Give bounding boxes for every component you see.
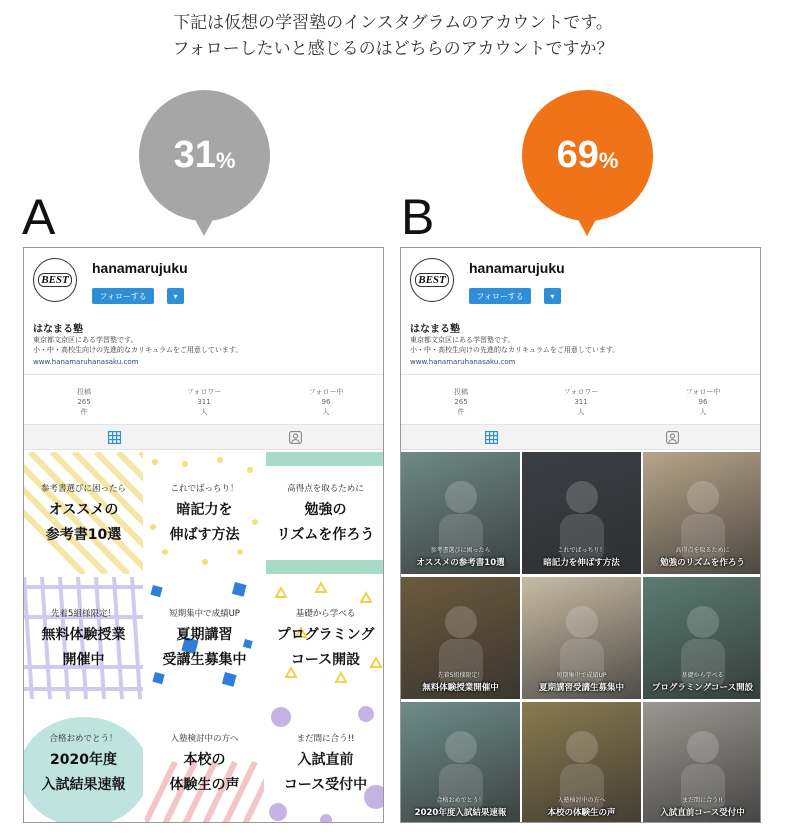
bio-line-2: 小・中・高校生向けの先進的なカリキュラムをご用意しています。 [410,346,620,354]
stat-label: フォロワー [563,388,599,396]
post-subtitle: まだ間に合う!! [682,797,723,804]
username: hanamarujuku [92,260,188,276]
post-title-line-2: 入試結果速報 [41,777,126,793]
grid-icon[interactable] [485,431,498,444]
stat-following[interactable] [286,387,366,417]
post-title-line-1: オススメの [48,502,119,518]
stat-value: 96 [321,398,331,406]
post-title-line-2: 伸ばす方法 [169,527,240,543]
stat-following[interactable] [663,387,743,417]
stat-posts[interactable] [421,387,501,417]
post-title [145,498,264,548]
post-caption: オススメの参考書10選 [416,558,505,568]
post-photo-tile[interactable] [522,452,641,574]
post-photo-tile[interactable] [401,702,520,823]
post-tile[interactable] [145,577,264,699]
post-subtitle: 合格おめでとう！ [49,734,118,744]
post-tile[interactable] [24,452,143,574]
instagram-profile-b [400,247,761,823]
post-subtitle: これでばっちり！ [170,484,239,494]
profile-logo [410,258,454,302]
stat-unit: 人 [322,408,330,416]
profile-link[interactable]: www.hanamaruhanasaku.com [410,358,516,366]
logo-text: BEST [38,273,72,287]
post-subtitle: まだ間に合う!! [296,734,355,744]
bio-line-1: 東京都文京区にある学習塾です。 [410,336,515,344]
stat-unit: 人 [200,408,208,416]
percent-sign-b: % [598,147,619,173]
post-subtitle: これでばっちり！ [557,547,606,554]
post-subtitle: 参考書選びに困ったら [40,484,126,494]
stat-unit: 件 [80,408,88,416]
post-caption: 暗記力を伸ばす方法 [543,558,620,568]
post-caption: 本校の体験生の声 [547,808,616,818]
bio-line-2: 小・中・高校生向けの先進的なカリキュラムをご用意しています。 [33,346,243,354]
profile-link[interactable]: www.hanamaruhanasaku.com [33,358,139,366]
stat-value: 311 [197,398,211,406]
post-title [145,748,264,798]
percent-value-b: 69 [556,134,599,176]
post-tile[interactable] [24,577,143,699]
post-subtitle: 合格おめでとう！ [436,797,485,804]
post-photo-tile[interactable] [522,702,641,823]
post-subtitle: 入塾検討中の方へ [557,797,606,804]
photo-placeholder [643,702,761,823]
follow-button[interactable]: フォローする [92,288,154,304]
post-title [145,623,264,673]
chevron-down-icon[interactable]: ▾ [167,288,184,304]
bubble-tail-a [192,214,216,236]
post-tile[interactable] [24,702,143,823]
post-caption: 2020年度入試結果速報 [414,808,507,818]
survey-question [0,10,786,62]
tagged-icon[interactable] [289,431,302,444]
post-subtitle: 高得点を取るために [675,547,730,554]
post-subtitle: 先着5組様限定！ [51,609,116,619]
post-title-line-1: プログラミング [276,627,375,643]
post-tile[interactable] [266,702,384,823]
profile-logo [33,258,77,302]
logo-text: BEST [415,273,449,287]
stat-label: フォロー中 [685,388,721,396]
post-title-line-1: 本校の [183,752,226,768]
post-tile[interactable] [145,452,264,574]
post-title-line-1: 無料体験授業 [41,627,126,643]
post-subtitle: 高得点を取るために [287,484,364,494]
display-name: はなまる塾 [410,324,460,335]
post-subtitle: 基礎から学べる [681,672,724,679]
post-title [266,748,384,798]
post-title [24,623,143,673]
divider [401,374,760,375]
stat-label: 投稿 [454,388,468,396]
divider [24,374,383,375]
stat-followers[interactable] [164,387,244,417]
tagged-icon[interactable] [666,431,679,444]
post-subtitle: 短期集中で成績UP [169,609,240,619]
post-subtitle: 短期集中で成績UP [556,672,607,679]
chevron-down-icon[interactable]: ▾ [544,288,561,304]
stat-value: 265 [454,398,468,406]
bubble-tail-b [575,214,599,236]
post-title [24,498,143,548]
post-subtitle: 基礎から学べる [295,609,356,619]
post-title [266,498,384,548]
post-title-line-1: 暗記力を [176,502,233,518]
post-photo-tile[interactable] [522,577,641,699]
stat-label: フォロー中 [308,388,344,396]
instagram-profile-a [23,247,384,823]
post-title-line-1: 2020年度 [50,752,117,768]
post-title-line-1: 入試直前 [297,752,354,768]
post-title-line-2: 体験生の声 [169,777,240,793]
post-title-line-2: リズムを作ろう [276,527,375,543]
percent-value-a: 31 [173,134,216,176]
post-title-line-2: 受講生募集中 [162,652,247,668]
result-bubble-b [522,90,653,221]
post-title [24,748,143,798]
post-title-line-2: 参考書10選 [45,527,122,543]
stat-unit: 人 [699,408,707,416]
post-title [266,623,384,673]
stat-value: 96 [698,398,708,406]
stat-value: 311 [574,398,588,406]
question-line-1: 下記は仮想の学習塾のインスタグラムのアカウントです。 [173,13,613,33]
post-grid-a [24,452,384,823]
post-title-line-2: コース受付中 [283,777,368,793]
post-caption: 入試直前コース受付中 [660,808,745,818]
photo-placeholder [401,702,520,823]
post-caption: プログラミングコース開設 [651,683,754,693]
post-tile[interactable] [266,577,384,699]
percent-sign-a: % [215,147,236,173]
question-line-2: フォローしたいと感じるのはどちらのアカウントですか？ [172,39,614,59]
follow-button[interactable]: フォローする [469,288,531,304]
stat-posts[interactable] [44,387,124,417]
profile-tabs [24,424,383,450]
stat-label: 投稿 [77,388,91,396]
username: hanamarujuku [469,260,565,276]
option-letter-b: B [401,189,435,245]
stat-label: フォロワー [186,388,222,396]
bio-line-1: 東京都文京区にある学習塾です。 [33,336,138,344]
display-name: はなまる塾 [33,324,83,335]
post-title-line-2: 開催中 [62,652,105,668]
post-photo-tile[interactable] [401,452,520,574]
option-letter-a: A [22,189,56,245]
post-title-line-1: 勉強の [304,502,347,518]
post-photo-tile[interactable] [643,577,761,699]
post-subtitle: 参考書選びに困ったら [430,547,491,554]
post-photo-tile[interactable] [401,577,520,699]
stat-value: 265 [77,398,91,406]
photo-placeholder [522,702,641,823]
post-tile[interactable] [266,452,384,574]
grid-icon[interactable] [108,431,121,444]
profile-tabs [401,424,760,450]
stat-unit: 件 [457,408,465,416]
stat-unit: 人 [577,408,585,416]
post-title-line-1: 夏期講習 [176,627,233,643]
stat-followers[interactable] [541,387,621,417]
post-title-line-2: コース開設 [290,652,361,668]
post-caption: 無料体験授業開催中 [422,683,499,693]
post-photo-tile[interactable] [643,702,761,823]
post-photo-tile[interactable] [643,452,761,574]
post-caption: 夏期講習受講生募集中 [538,683,624,693]
post-subtitle: 入塾検討中の方へ [170,734,239,744]
post-subtitle: 先着5組様限定！ [437,672,484,679]
post-tile[interactable] [145,702,264,823]
post-caption: 勉強のリズムを作ろう [660,558,745,568]
result-bubble-a [139,90,270,221]
post-grid-b [401,452,761,823]
